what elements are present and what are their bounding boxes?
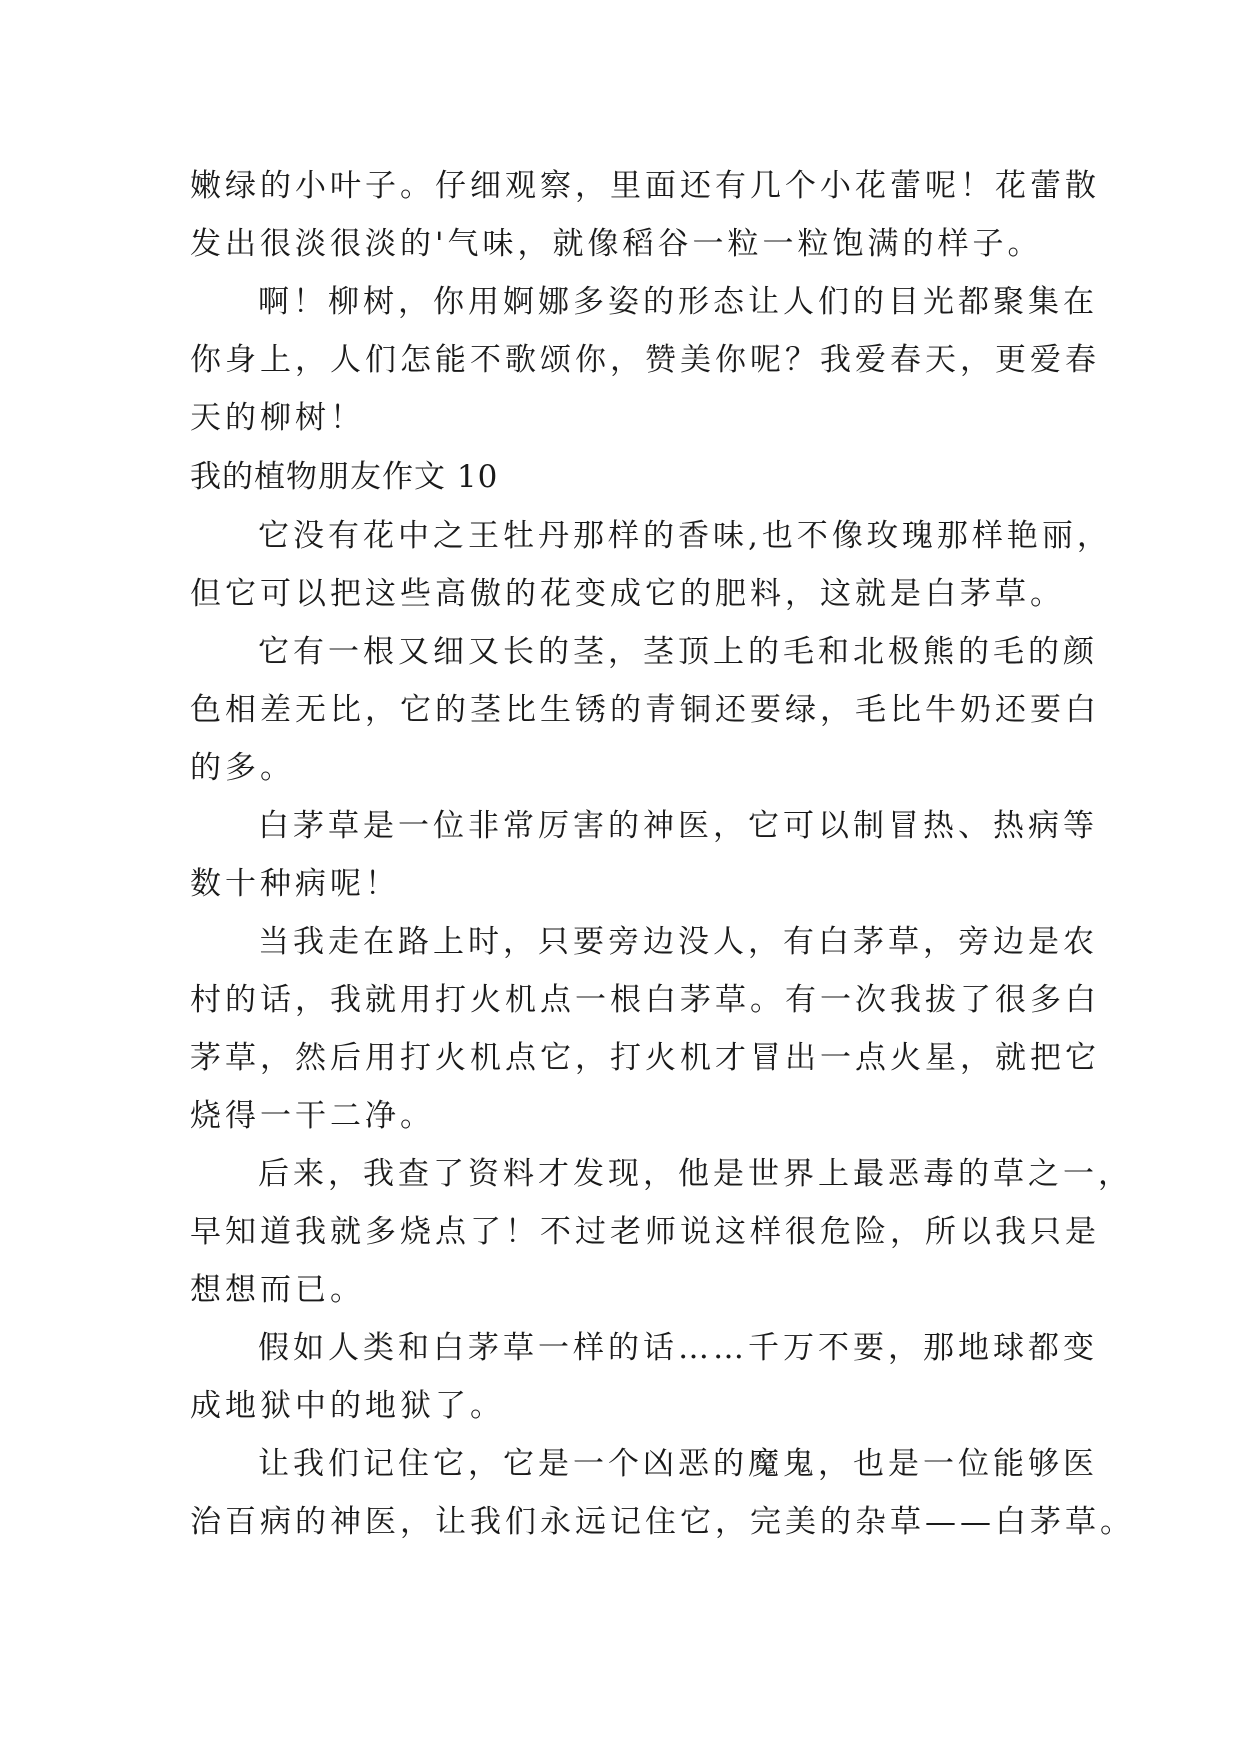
paragraph-6 <box>190 1319 1098 1435</box>
text-line: 数十种病呢！ <box>190 866 400 902</box>
text-line: 茅草，然后用打火机点它，打火机才冒出一点火星，就把它 <box>190 1040 1100 1076</box>
text-line: 想想而已。 <box>190 1272 365 1308</box>
text-line: 治百病的神医，让我们永远记住它，完美的杂草——白茅草。 <box>190 1504 1135 1540</box>
text-line: 它没有花中之王牡丹那样的香味,也不像玫瑰那样艳丽， <box>258 518 1112 554</box>
text-line: 当我走在路上时，只要旁边没人，有白茅草，旁边是农 <box>258 924 1098 960</box>
text-line: 后来，我查了资料才发现，他是世界上最恶毒的草之一， <box>258 1156 1133 1192</box>
text-line: 你身上，人们怎能不歌颂你，赞美你呢？我爱春天，更爱春 <box>190 342 1100 378</box>
paragraph-intro <box>190 157 1100 273</box>
paragraph-4 <box>190 913 1100 1145</box>
paragraph-1 <box>190 507 1112 623</box>
document-body <box>190 157 1135 1551</box>
text-line: 发出很淡很淡的'气味，就像稻谷一粒一粒饱满的样子。 <box>190 226 1043 262</box>
text-line: 啊！柳树，你用婀娜多姿的形态让人们的目光都聚集在 <box>258 284 1098 320</box>
text-line: 嫩绿的小叶子。仔细观察，里面还有几个小花蕾呢！花蕾散 <box>190 168 1100 204</box>
section-title: 我的植物朋友作文 10 <box>190 459 499 495</box>
text-line: 它有一根又细又长的茎，茎顶上的毛和北极熊的毛的颜 <box>258 634 1098 670</box>
paragraph-7 <box>190 1435 1135 1551</box>
paragraph-2 <box>190 623 1100 797</box>
text-line: 让我们记住它，它是一个凶恶的魔鬼，也是一位能够医 <box>258 1446 1098 1482</box>
paragraph-3 <box>190 797 1098 913</box>
text-line: 天的柳树！ <box>190 400 365 436</box>
text-line: 的多。 <box>190 750 295 786</box>
paragraph-5 <box>190 1145 1133 1319</box>
text-line: 早知道我就多烧点了！不过老师说这样很危险，所以我只是 <box>190 1214 1100 1250</box>
text-line: 假如人类和白茅草一样的话……千万不要，那地球都变 <box>258 1330 1098 1366</box>
text-line: 成地狱中的地狱了。 <box>190 1388 505 1424</box>
text-line: 村的话，我就用打火机点一根白茅草。有一次我拔了很多白 <box>190 982 1100 1018</box>
text-line: 白茅草是一位非常厉害的神医，它可以制冒热、热病等 <box>258 808 1098 844</box>
text-line: 色相差无比，它的茎比生锈的青铜还要绿，毛比牛奶还要白 <box>190 692 1100 728</box>
paragraph-willow <box>190 273 1100 447</box>
text-line: 但它可以把这些高傲的花变成它的肥料，这就是白茅草。 <box>190 576 1065 612</box>
text-line: 烧得一干二净。 <box>190 1098 435 1134</box>
